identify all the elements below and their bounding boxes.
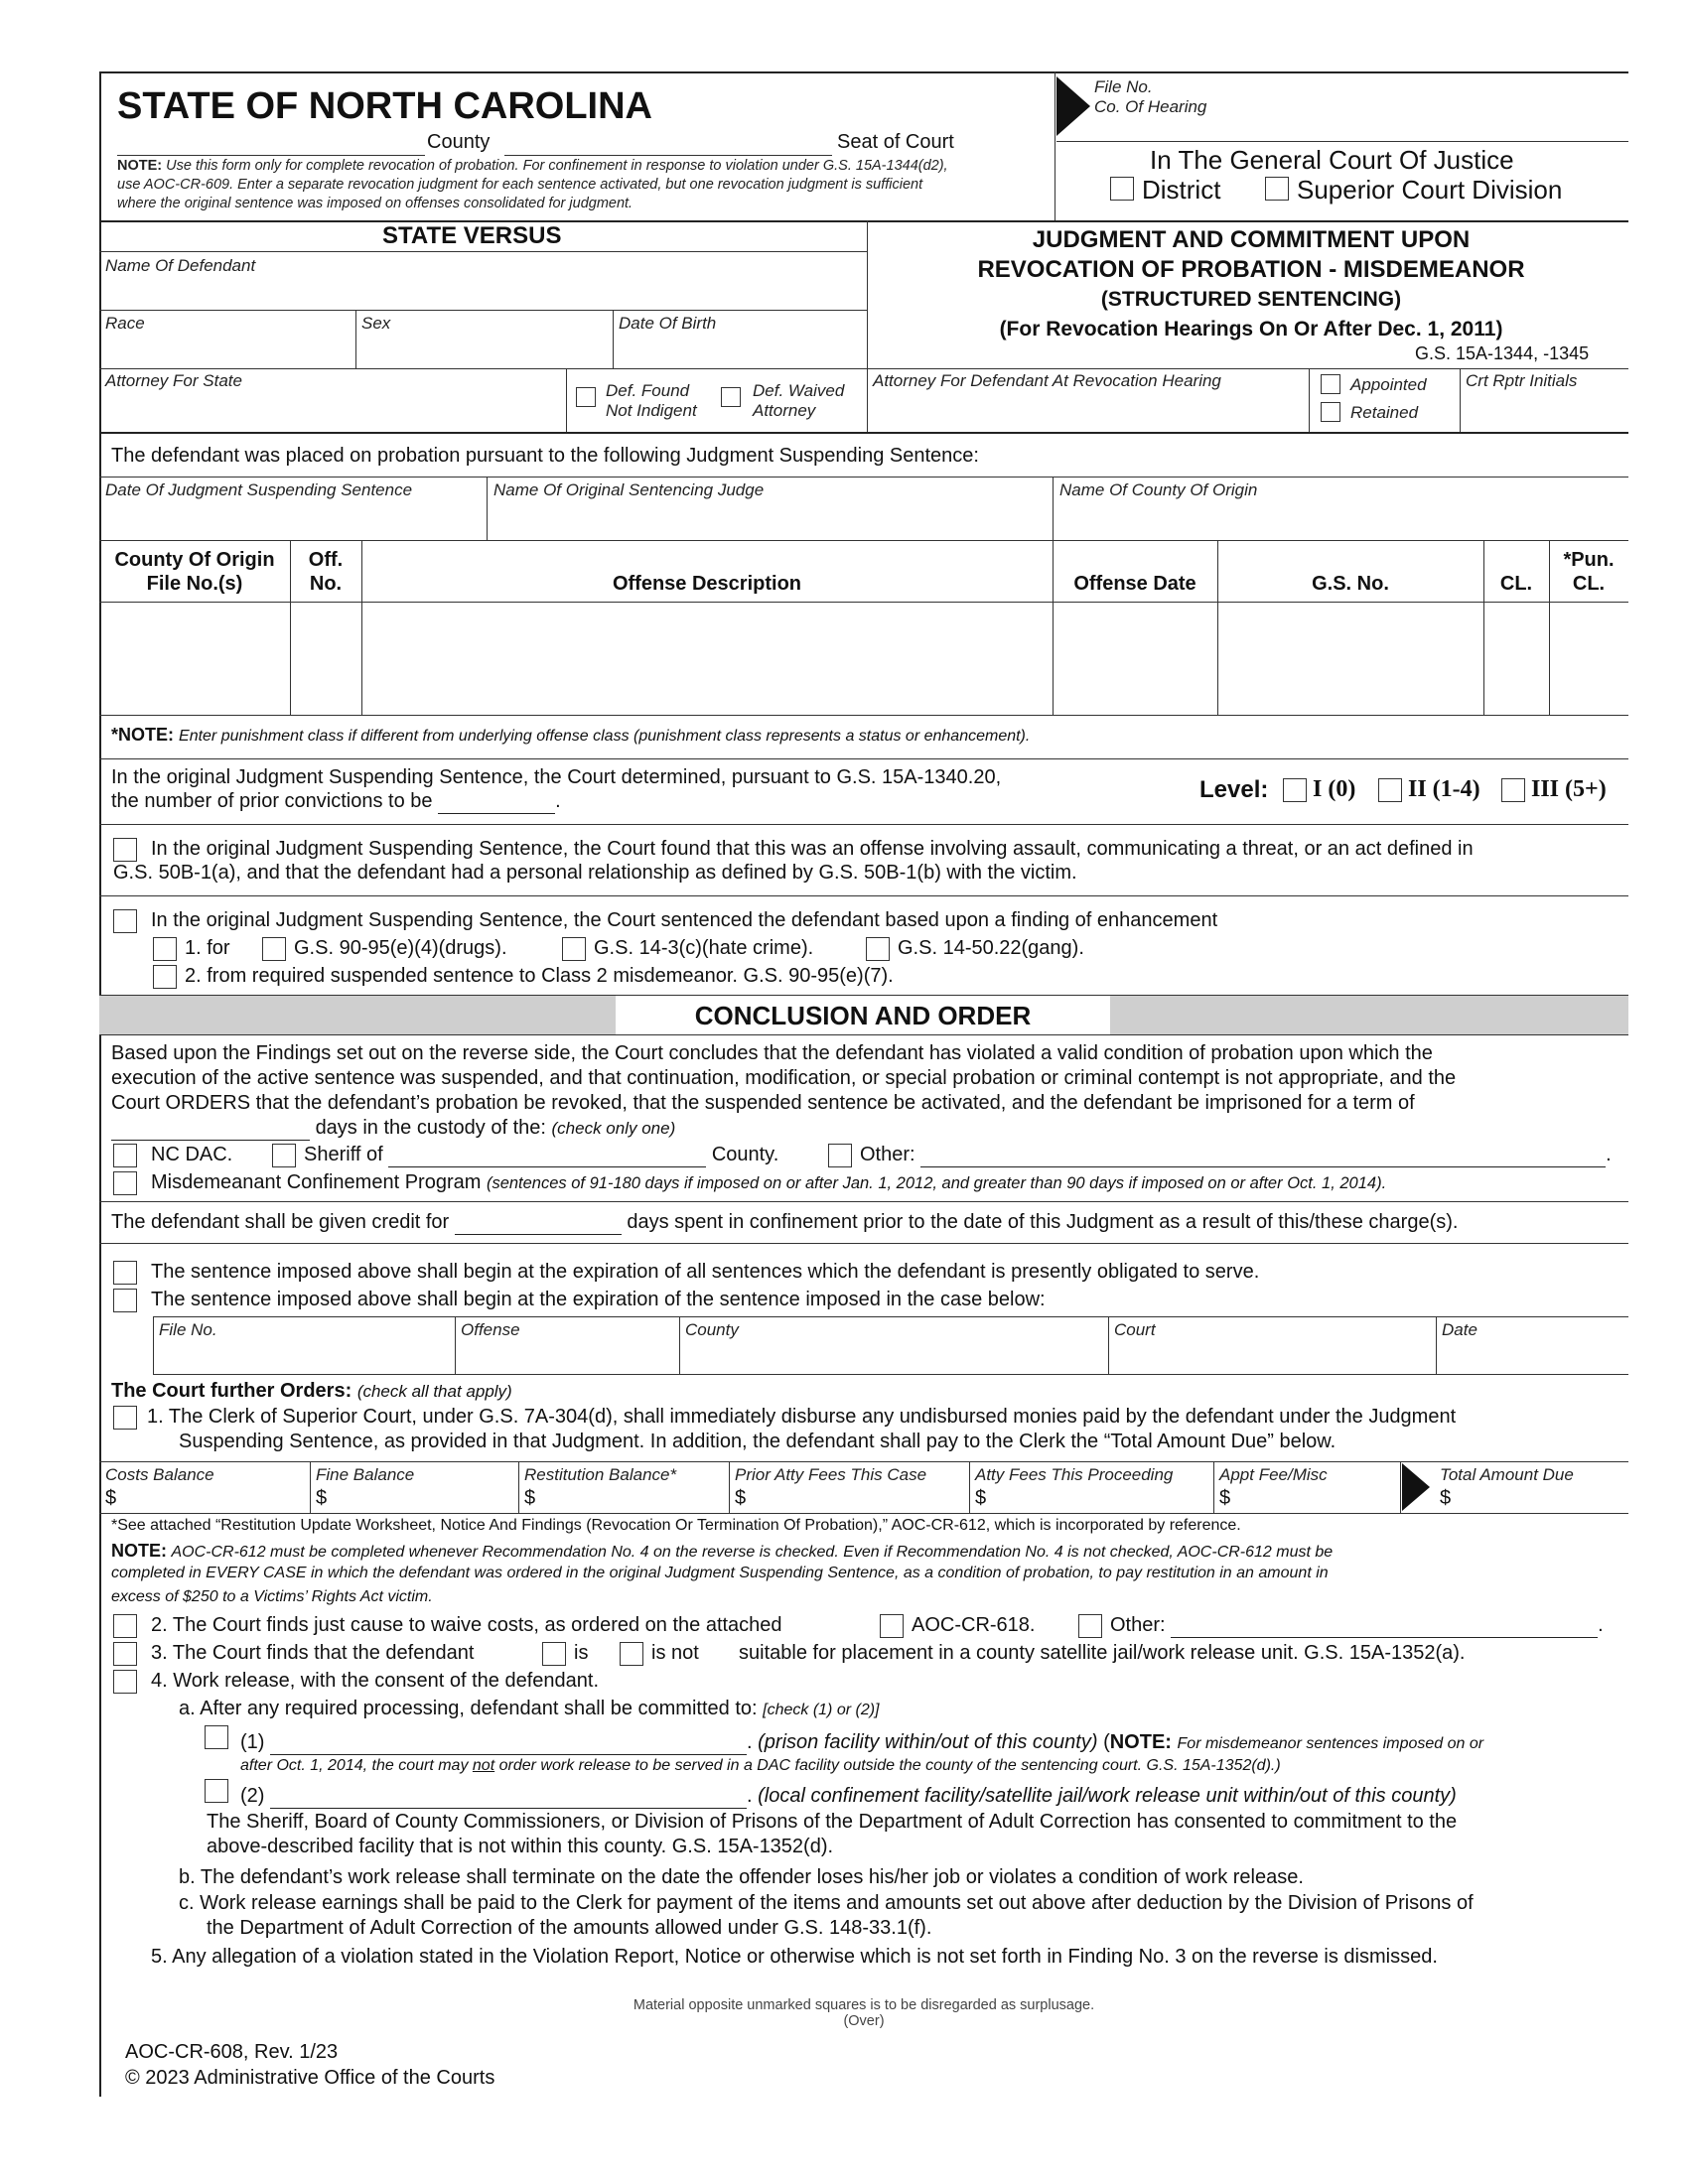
order-3a: 3. The Court finds that the defendant	[151, 1642, 475, 1664]
begin-all-checkbox[interactable]	[113, 1261, 137, 1285]
order-4c-1: c. Work release earnings shall be paid to the Clerk for payment of the items and amounts set out above after deduction by the Division of Prisons of	[179, 1892, 1474, 1914]
divider	[1053, 477, 1054, 540]
def-found-label: Def. Found	[606, 381, 690, 400]
atty-def-label: Attorney For Defendant At Revocation Hearing	[873, 371, 1221, 390]
divider	[1108, 1316, 1109, 1374]
order-3-isnot-checkbox[interactable]	[620, 1642, 643, 1666]
retained-label: Retained	[1350, 403, 1419, 422]
dob-label: Date Of Birth	[619, 314, 717, 333]
line	[99, 602, 1628, 603]
restitution-dollar[interactable]: $	[524, 1487, 536, 1509]
enh-hate-checkbox[interactable]	[562, 937, 586, 961]
level-label: Level:	[1199, 776, 1269, 803]
case-offense-label: Offense	[461, 1320, 520, 1339]
prior-convictions-blank[interactable]	[438, 790, 555, 814]
line	[99, 432, 1628, 434]
crt-rptr-label: Crt Rptr Initials	[1466, 371, 1578, 390]
costs-balance-label: Costs Balance	[105, 1465, 214, 1484]
sheriff-county-blank[interactable]	[388, 1144, 706, 1167]
state-title: STATE OF NORTH CAROLINA	[117, 85, 652, 127]
nc-dac-checkbox[interactable]	[113, 1144, 137, 1167]
note2-a: NOTE: AOC-CR-612 must be completed whenever Recommendation No. 4 on the reverse is checked. Even if Recommendation No. 4 is not checked, AOC-CR-612 must be	[111, 1541, 1334, 1561]
order-4c-2: the Department of Adult Correction of the amounts allowed under G.S. 148-33.1(f).	[207, 1917, 932, 1939]
other-custody-label: Other: .	[860, 1144, 1612, 1165]
race-label: Race	[105, 314, 145, 333]
def-waived-label: Def. Waived	[753, 381, 845, 400]
divider	[361, 540, 362, 715]
district-label: District	[1142, 175, 1221, 205]
copyright: © 2023 Administrative Office of the Courts	[125, 2067, 495, 2089]
divider	[1309, 368, 1310, 432]
left-border	[99, 71, 101, 2097]
fine-balance-label: Fine Balance	[316, 1465, 415, 1484]
divider	[679, 1316, 680, 1374]
level-2-checkbox[interactable]	[1378, 778, 1402, 802]
enhancement-checkbox[interactable]	[113, 909, 137, 933]
divider	[153, 1316, 154, 1374]
order-2-other-blank[interactable]	[1171, 1614, 1598, 1638]
surplus-note: Material opposite unmarked squares is to be disregarded as surplusage.	[633, 1997, 1095, 2013]
divider	[969, 1461, 970, 1513]
order-3-is: is	[574, 1642, 589, 1664]
begin-case-label: The sentence imposed above shall begin at the expiration of the sentence imposed in the case below:	[151, 1289, 1046, 1310]
sheriff-label: Sheriff of County.	[304, 1144, 779, 1165]
divider	[1460, 368, 1461, 432]
divider	[455, 1316, 456, 1374]
col-offense-desc-header: Offense Description	[612, 573, 802, 595]
line	[99, 1461, 1628, 1462]
line	[153, 1374, 1628, 1375]
total-dollar[interactable]: $	[1440, 1487, 1452, 1509]
prior-line-1: In the original Judgment Suspending Sentence, the Court determined, pursuant to G.S. 15A-1340.20,	[111, 766, 1002, 788]
state-versus: STATE VERSUS	[382, 222, 562, 249]
line	[99, 1201, 1628, 1202]
prior-atty-label: Prior Atty Fees This Case	[735, 1465, 927, 1484]
heading-band-right	[1110, 995, 1628, 1034]
line	[99, 368, 1628, 369]
file-no-line	[1056, 141, 1628, 142]
mcp-label: Misdemeanant Confinement Program (sentences of 91-180 days if imposed on or after Jan. 1, 2012, and greater than 90 days if imposed on or after Oct. 1, 2014).	[151, 1171, 1387, 1193]
superior-label: Superior Court Division	[1297, 175, 1563, 205]
level-3-checkbox[interactable]	[1501, 778, 1525, 802]
level-1-label: I (0)	[1313, 776, 1356, 802]
court-of-justice: In The General Court Of Justice	[1150, 145, 1514, 175]
appt-fee-label: Appt Fee/Misc	[1219, 1465, 1328, 1484]
probation-intro: The defendant was placed on probation pursuant to the following Judgment Suspending Sentence:	[111, 445, 979, 467]
order-4a1: (1) . (prison facility within/out of this county) (NOTE: For misdemeanor sentences imposed on or	[240, 1731, 1484, 1753]
order-3-checkbox[interactable]	[113, 1642, 137, 1666]
line	[99, 310, 867, 311]
line	[99, 895, 1628, 896]
header-note: NOTE: Use this form only for complete revocation of probation. For confinement in response to violation under G.S. 15A-1344(d2), use AOC-CR-609. Enter a separate revocation judgment for each sentence activated, but one revocation judgment is sufficient where the original sentence was imposed on offenses consolidated for judgment.	[117, 158, 948, 211]
case-date-label: Date	[1442, 1320, 1477, 1339]
order-5: 5. Any allegation of a violation stated in the Violation Report, Notice or otherwise which is not set forth in Finding No. 3 on the reverse is dismissed.	[151, 1946, 1438, 1968]
order-2-form-label: AOC-CR-618.	[912, 1614, 1036, 1636]
appointed-label: Appointed	[1350, 375, 1427, 394]
line	[99, 824, 1628, 825]
order-2-other-label: Other: .	[1110, 1614, 1604, 1636]
order-4a: a. After any required processing, defendant shall be committed to: [check (1) or (2)]	[179, 1698, 880, 1719]
divider	[613, 310, 614, 368]
order-4-label: 4. Work release, with the consent of the defendant.	[151, 1670, 600, 1692]
prison-facility-blank[interactable]	[270, 1731, 747, 1755]
total-due-label: Total Amount Due	[1440, 1465, 1574, 1484]
divider	[1483, 540, 1484, 715]
col-offense-date-header: Offense Date	[1073, 573, 1196, 595]
co-of-hearing-label: Co. Of Hearing	[1094, 97, 1207, 116]
col-off-no-header: Off. No.	[308, 549, 344, 595]
attorney-label: Attorney	[753, 401, 816, 420]
col-pun-cl-header: *Pun. CL.	[1563, 549, 1615, 595]
conclusion-p1: Based upon the Findings set out on the reverse side, the Court concludes that the defendant has violated a valid condition of probation upon which the	[111, 1042, 1433, 1064]
date-jss-label: Date Of Judgment Suspending Sentence	[105, 480, 413, 499]
divider	[1053, 540, 1054, 715]
enh-1-checkbox[interactable]	[153, 937, 177, 961]
top-border	[99, 71, 1628, 73]
conclusion-p4: days in the custody of the: (check only one)	[111, 1117, 675, 1141]
note2-b: completed in EVERY CASE in which the defendant was ordered in the original Judgment Suspending Sentence, as a condition of probation, to pay restitution in an amount in	[111, 1565, 1329, 1581]
order-1b: Suspending Sentence, as provided in that Judgment. In addition, the defendant shall pay to the Clerk the “Total Amount Due” below.	[179, 1431, 1336, 1452]
line	[99, 1513, 1628, 1514]
sheriff-checkbox[interactable]	[272, 1144, 296, 1167]
col-gs-no-header: G.S. No.	[1312, 573, 1389, 595]
order-2-checkbox[interactable]	[113, 1614, 137, 1638]
appointed-checkbox[interactable]	[1321, 374, 1340, 394]
case-court-label: Court	[1114, 1320, 1156, 1339]
order-4b: b. The defendant’s work release shall terminate on the date the offender loses his/her job or violates a condition of work release.	[179, 1866, 1304, 1888]
credit-line: The defendant shall be given credit for days spent in confinement prior to the date of this Judgment as a result of this/these charge(s).	[111, 1211, 1459, 1233]
order-2-form-checkbox[interactable]	[880, 1614, 904, 1638]
not-indigent-label: Not Indigent	[606, 401, 697, 420]
enh-2-label: 2. from required suspended sentence to Class 2 misdemeanor. G.S. 90-95(e)(7).	[185, 965, 894, 987]
form-title-1: JUDGMENT AND COMMITMENT UPON	[1032, 226, 1471, 253]
nc-dac-label: NC DAC.	[151, 1144, 233, 1165]
not-indigent-checkbox[interactable]	[576, 387, 596, 407]
enh-drugs-label: G.S. 90-95(e)(4)(drugs).	[294, 937, 507, 959]
prior-atty-dollar[interactable]: $	[735, 1487, 747, 1509]
line	[99, 758, 1628, 759]
line	[153, 1316, 1628, 1317]
line	[99, 1243, 1628, 1244]
divider	[1436, 1316, 1437, 1374]
order-1a: 1. The Clerk of Superior Court, under G.S. 7A-304(d), shall immediately disburse any undisbursed monies paid by the defendant under the Judgment	[147, 1406, 1457, 1428]
divider	[290, 540, 291, 715]
enh-gang-label: G.S. 14-50.22(gang).	[898, 937, 1084, 959]
divider	[487, 477, 488, 540]
enhancement-line: In the original Judgment Suspending Sentence, the Court sentenced the defendant based upon a finding of enhancement	[151, 909, 1218, 931]
order-4a2-checkbox[interactable]	[205, 1779, 228, 1803]
defendant-title-divider	[867, 220, 868, 432]
divider	[355, 310, 356, 368]
conclusion-p2: execution of the active sentence was suspended, and that continuation, modification, or special probation or criminal contempt is not appropriate, and the	[111, 1067, 1457, 1089]
days-term-blank[interactable]	[111, 1117, 310, 1141]
atty-fees-dollar[interactable]: $	[975, 1487, 987, 1509]
order-2-label: 2. The Court finds just cause to waive costs, as ordered on the attached	[151, 1614, 782, 1636]
level-2-label: II (1-4)	[1408, 776, 1480, 802]
order-4a2: (2) . (local confinement facility/satellite jail/work release unit within/out of this county)	[240, 1785, 1457, 1807]
line	[99, 477, 1628, 478]
form-title-2: REVOCATION OF PROBATION - MISDEMEANOR	[977, 256, 1525, 283]
restitution-note: *See attached “Restitution Update Worksheet, Notice And Findings (Revocation Or Termination Of Probation),” AOC-CR-612, which is incorporated by reference.	[111, 1517, 1241, 1534]
form-title-3: (STRUCTURED SENTENCING)	[1100, 288, 1402, 311]
assault-checkbox[interactable]	[113, 838, 137, 862]
order-4-sheriff-a: The Sheriff, Board of County Commissioners, or Division of Prisons of the Department of Adult Correction has consented to commitment to the	[207, 1811, 1458, 1833]
seat-label: Seat of Court	[837, 131, 954, 153]
order-3-is-checkbox[interactable]	[542, 1642, 566, 1666]
line	[99, 540, 1628, 541]
assault-line-2: G.S. 50B-1(a), and that the defendant had a personal relationship as defined by G.S. 50B-1(b) with the victim.	[113, 862, 1077, 884]
enh-1-label: 1. for	[185, 937, 230, 959]
divider	[1549, 540, 1550, 715]
order-4-sheriff-b: above-described facility that is not within this county. G.S. 15A-1352(d).	[207, 1836, 834, 1857]
conclusion-heading: CONCLUSION AND ORDER	[694, 1001, 1032, 1030]
credit-days-blank[interactable]	[455, 1211, 622, 1235]
divider	[1213, 1461, 1214, 1513]
conclusion-p3: Court ORDERS that the defendant’s probation be revoked, that the suspended sentence be activated, and the defendant be imprisoned for a term of	[111, 1092, 1415, 1114]
divider	[1400, 1461, 1401, 1513]
seat-blank[interactable]	[504, 155, 832, 156]
form-title-4: (For Revocation Hearings On Or After Dec. 1, 2011)	[999, 318, 1503, 341]
form-number: AOC-CR-608, Rev. 1/23	[125, 2041, 339, 2063]
waived-attorney-checkbox[interactable]	[721, 387, 741, 407]
col-county-file-header: County Of Origin File No.(s)	[114, 549, 275, 595]
order-3-isnot: is not	[651, 1642, 699, 1664]
local-facility-blank[interactable]	[270, 1785, 747, 1809]
total-arrow-icon	[1402, 1463, 1430, 1511]
line	[99, 1034, 1628, 1035]
file-no-label: File No.	[1094, 77, 1153, 96]
prior-line-2: the number of prior convictions to be .	[111, 790, 561, 812]
other-custody-blank[interactable]	[920, 1144, 1606, 1167]
costs-dollar[interactable]: $	[105, 1487, 117, 1509]
defendant-name-label: Name Of Defendant	[105, 256, 256, 275]
county-origin-label: Name Of County Of Origin	[1059, 480, 1258, 499]
order-3b: suitable for placement in a county satellite jail/work release unit. G.S. 15A-1352(a).	[739, 1642, 1466, 1664]
divider	[729, 1461, 730, 1513]
assault-line-1: In the original Judgment Suspending Sentence, the Court found that this was an offense involving assault, communicating a threat, or an act defined in	[151, 838, 1474, 860]
district-checkbox[interactable]	[1110, 177, 1134, 201]
divider	[566, 368, 567, 432]
order-4a1-checkbox[interactable]	[205, 1725, 228, 1749]
order-4a1-note: after Oct. 1, 2014, the court may not order work release to be served in a DAC facility outside the county of the sentencing court. G.S. 15A-1352(d).)	[240, 1757, 1281, 1774]
case-file-label: File No.	[159, 1320, 217, 1339]
further-orders-heading: The Court further Orders: (check all that apply)	[111, 1380, 512, 1402]
order-2-other-checkbox[interactable]	[1078, 1614, 1102, 1638]
line	[99, 251, 867, 252]
level-1-checkbox[interactable]	[1283, 778, 1307, 802]
begin-case-checkbox[interactable]	[113, 1289, 137, 1312]
pun-class-note: *NOTE: Enter punishment class if different from underlying offense class (punishment class represents a status or enhancement).	[111, 725, 1031, 745]
over-note: (Over)	[843, 2013, 885, 2029]
retained-checkbox[interactable]	[1321, 402, 1340, 422]
line	[99, 995, 1628, 996]
enh-drugs-checkbox[interactable]	[262, 937, 286, 961]
section-line	[99, 220, 1628, 222]
county-blank[interactable]	[117, 155, 425, 156]
restitution-label: Restitution Balance*	[524, 1465, 677, 1484]
fine-dollar[interactable]: $	[316, 1487, 328, 1509]
superior-checkbox[interactable]	[1265, 177, 1289, 201]
line	[99, 715, 1628, 716]
level-3-label: III (5+)	[1531, 776, 1607, 802]
gs-ref: G.S. 15A-1344, -1345	[1415, 343, 1590, 363]
case-county-label: County	[685, 1320, 739, 1339]
divider	[1217, 540, 1218, 715]
order-4-checkbox[interactable]	[113, 1670, 137, 1694]
divider	[518, 1461, 519, 1513]
appt-fee-dollar[interactable]: $	[1219, 1487, 1231, 1509]
note2-c: excess of $250 to a Victims’ Rights Act victim.	[111, 1588, 433, 1605]
begin-all-label: The sentence imposed above shall begin at the expiration of all sentences which the defendant is presently obligated to serve.	[151, 1261, 1260, 1283]
county-label: County	[427, 131, 491, 153]
atty-state-label: Attorney For State	[105, 371, 242, 390]
mcp-checkbox[interactable]	[113, 1171, 137, 1195]
sex-label: Sex	[361, 314, 391, 333]
file-no-arrow-icon	[1056, 76, 1090, 136]
enh-2-checkbox[interactable]	[153, 965, 177, 989]
judge-label: Name Of Original Sentencing Judge	[493, 480, 765, 499]
enh-gang-checkbox[interactable]	[866, 937, 890, 961]
divider	[310, 1461, 311, 1513]
enh-hate-label: G.S. 14-3(c)(hate crime).	[594, 937, 814, 959]
other-custody-checkbox[interactable]	[828, 1144, 852, 1167]
atty-fees-label: Atty Fees This Proceeding	[975, 1465, 1174, 1484]
order-1-checkbox[interactable]	[113, 1406, 137, 1430]
heading-band-left	[99, 995, 616, 1034]
col-cl-header: CL.	[1499, 573, 1533, 595]
